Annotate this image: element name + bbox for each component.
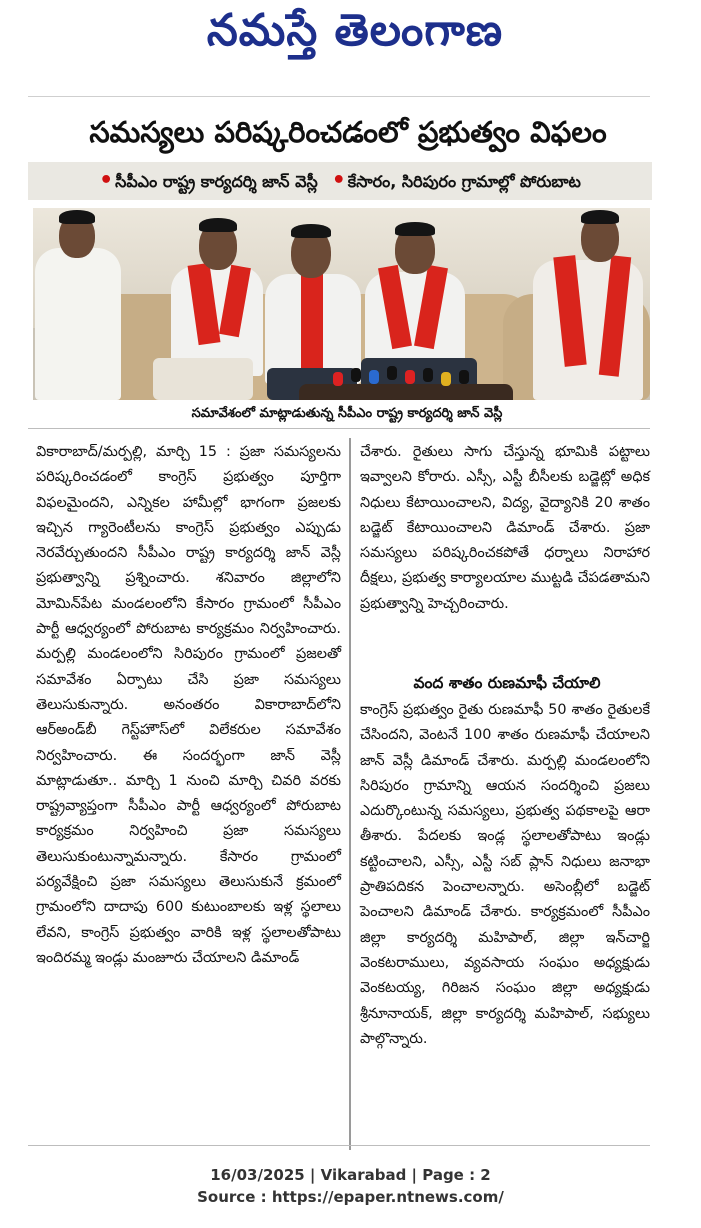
column-2-body-a: చేశారు. రైతులు సాగు చేస్తున్న భూమికి పట్టాలు ఇవ్వాలని కోరారు. ఎస్సీ, ఎస్టీ బీసీలకు బడ్జెట్లో అధిక నిధులు కేటాయించాలని, విద్య, వైద్యానికి 20 శాతం బడ్జెట్ కేటాయించాలని డిమాండ్ చేశారు. ప్రజా సమస్యలు పరిష్కరించకపోతే ధర్నాలు నిరాహార దీక్షలు, ప్రభుత్వ కార్యాలయాల ముట్టడి చేపడతామని ప్రభుత్వాన్ని హెచ్చరించారు.	[360, 444, 650, 612]
subhead-item	[99, 168, 318, 195]
newspaper-masthead: నమస్తే తెలంగాణ	[206, 5, 504, 56]
subhead-text-1: సీపీఎం రాష్ట్ర కార్యదర్శి జాన్ వెస్లీ	[115, 171, 318, 191]
column-1-body: వికారాబాద్/మర్పల్లి, మార్చి 15 : ప్రజా సమస్యలను పరిష్కరించడంలో కాంగ్రెస్ ప్రభుత్వం పూర్తిగా విఫలమైందని, ఎన్నికల హామీల్లో భాగంగా ప్రజలకు ఇచ్చిన గ్యారెంటీలను కాంగ్రెస్ ప్రభుత్వం ఎప్పుడు నెరవేర్చుతుందని సీపీఎం రాష్ట్ర కార్యదర్శి జాన్ వెస్లీ ప్రభుత్వాన్ని ప్రశ్నించారు. శనివారం జిల్లాలోని మోమిన్‌పేట మండలంలోని కేసారం గ్రామంలో సీపీఎం పార్టీ ఆధ్వర్యంలో పోరుబాట కార్యక్రమం నిర్వహించారు. మర్పల్లి మండలంలోని సిరిపురం గ్రామంలో ప్రజలతో సమావేశం ఏర్పాటు చేసి ప్రజా సమస్యలు తెలుసుకున్నారు. అనంతరం వికారాబాద్‌లోని ఆర్‌అండ్‌బీ గెస్ట్‌హౌస్‌లో విలేకరుల సమావేశం నిర్వహించారు. ఈ సందర్భంగా జాన్ వెస్లీ మాట్లాడుతూ.. మార్చి 1 నుంచి మార్చి చివరి వరకు రాష్ట్రవ్యాప్తంగా సీపీఎం పార్టీ ఆధ్వర్యంలో పోరుబాట కార్యక్రమం నిర్వహించి ప్రజా సమస్యలు తెలుసుకుంటున్నామన్నారు. కేసారం గ్రామంలో పర్యవేక్షించి ప్రజా సమస్యలు తెలుసుకునే క్రమంలో గ్రామంలోని దాదాపు 600 కుటుంబాలకు ఇళ్ల స్థలాలు లేవని, కాంగ్రెస్ ప్రభుత్వం వారికి ఇళ్ల స్థలాలతోపాటు ఇందిరమ్మ ఇండ్లు మంజూరు చేయాలని డిమాండ్	[36, 444, 341, 966]
press-meet-photo	[33, 208, 650, 400]
top-divider	[28, 96, 650, 97]
subhead-item	[332, 168, 581, 195]
bottom-divider	[28, 1145, 650, 1146]
subhead-text-2: కేసారం, సిరిపురం గ్రామాల్లో పోరుబాట	[347, 171, 581, 191]
subheadline-bar	[28, 162, 652, 200]
article-column-2	[360, 440, 650, 617]
red-bullet-icon: •	[331, 167, 346, 193]
article-column-2-continued	[360, 698, 650, 1052]
footer-source: Source : https://epaper.ntnews.com/	[197, 1188, 504, 1206]
footer-edition-info: 16/03/2025 | Vikarabad | Page : 2	[210, 1166, 491, 1184]
column-2-body-b: కాంగ్రెస్ ప్రభుత్వం రైతు రుణమాఫీ 50 శాతం రైతులకే చేసిందని, వెంటనే 100 శాతం రుణమాఫీ చేయాలని జాన్ వెస్లీ డిమాండ్ చేశారు. మర్పల్లి మండలంలోని సిరిపురం గ్రామాన్ని ఆయన సందర్శించి ప్రజలు ఎదుర్కొంటున్న సమస్యలు, ప్రభుత్వ పథకాలపై ఆరా తీశారు. పేదలకు ఇండ్ల స్థలాలతోపాటు ఇండ్లు కట్టించాలని, ఎస్సీ, ఎస్టీ సబ్ ప్లాన్ నిధులు జనాభా ప్రాతిపదికన పెంచాలన్నారు. అసెంబ్లీలో బడ్జెట్ పెంచాలని డిమాండ్ చేశారు. కార్యక్రమంలో సీపీఎం జిల్లా కార్యదర్శి మహిపాల్, జిల్లా ఇన్‌చార్జి వెంకటరాములు, వ్యవసాయ సంఘం అధ్యక్షుడు వెంకటయ్య, గిరిజన సంఘం జిల్లా అధ్యక్షుడు శ్రీనూనాయక్, జిల్లా కార్యదర్శి మహిపాల్, సభ్యులు పాల్గొన్నారు.	[360, 702, 650, 1047]
photo-caption: సమావేశంలో మాట్లాడుతున్న సీపీఎం రాష్ట్ర కార్యదర్శి జాన్ వెస్లీ	[191, 406, 503, 421]
red-bullet-icon: •	[99, 167, 114, 193]
caption-divider	[28, 428, 650, 429]
column-divider	[349, 438, 351, 1150]
article-headline: సమస్యలు పరిష్కరించడంలో ప్రభుత్వం విఫలం	[89, 115, 607, 149]
section-subheading: వంద శాతం రుణమాఫీ చేయాలి	[413, 674, 601, 692]
article-column-1	[36, 440, 341, 971]
